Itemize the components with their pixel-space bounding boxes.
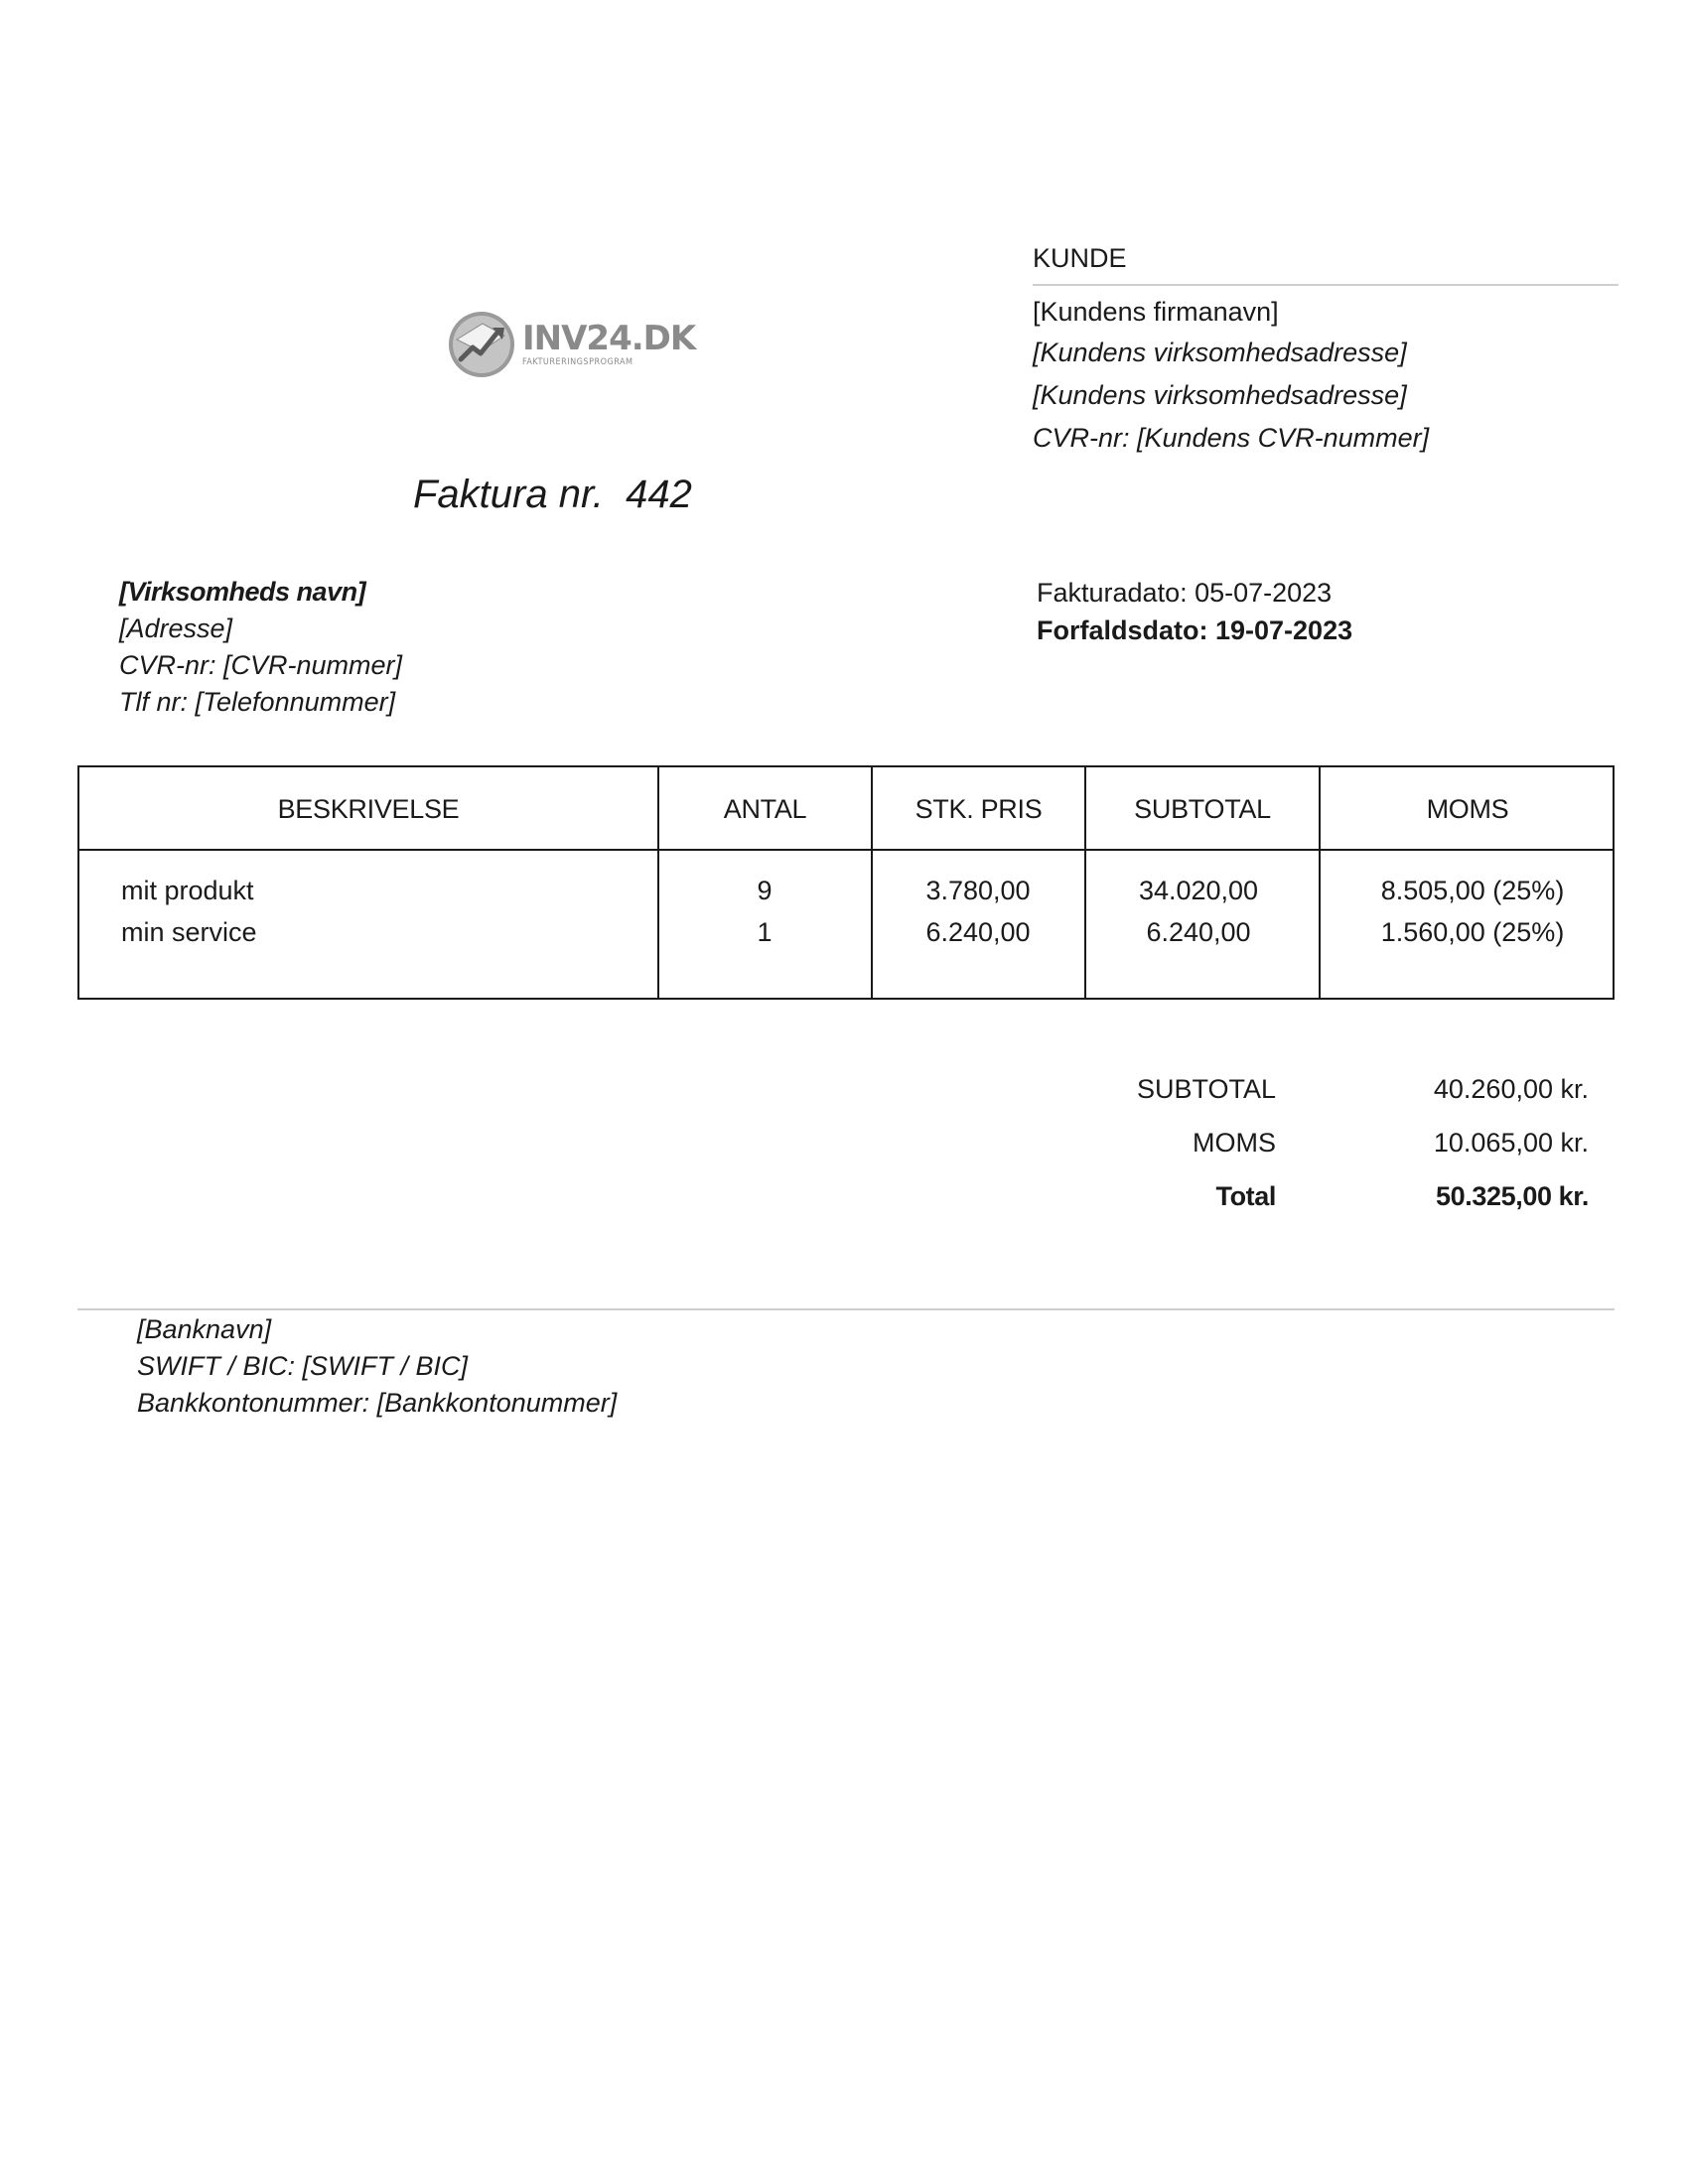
row-vat: 1.560,00 (25%) (1380, 917, 1565, 947)
header-subtotal: SUBTOTAL (1134, 794, 1271, 824)
header-quantity: ANTAL (723, 794, 807, 824)
bank-swift: SWIFT / BIC: [SWIFT / BIC] (137, 1351, 468, 1381)
total-label: Total (1215, 1181, 1276, 1211)
row-unit-price: 3.780,00 (925, 876, 1031, 905)
sender-company-name: [Virksomheds navn] (119, 577, 366, 607)
due-date: Forfaldsdato: 19-07-2023 (1037, 615, 1353, 645)
header-description: BESKRIVELSE (277, 794, 460, 824)
row-quantity: 9 (757, 876, 773, 905)
line-items-table (77, 765, 1615, 1000)
vat-row (1053, 1116, 1589, 1169)
customer-block (1033, 238, 1618, 460)
sender-address: [Adresse] (119, 614, 233, 643)
row-description: mit produkt (121, 876, 254, 905)
bank-details (137, 1311, 617, 1422)
table-header (79, 767, 1613, 851)
row-description: min service (121, 917, 257, 947)
row-subtotal: 6.240,00 (1146, 917, 1251, 947)
totals-block (1053, 1062, 1589, 1223)
row-quantity: 1 (757, 917, 773, 947)
row-vat: 8.505,00 (25%) (1380, 876, 1565, 905)
footer-divider (77, 1308, 1615, 1310)
grand-total-row (1053, 1169, 1589, 1223)
bank-name: [Banknavn] (137, 1314, 272, 1344)
customer-company-name: [Kundens firmanavn] (1033, 297, 1279, 327)
customer-cvr: CVR-nr: [Kundens CVR-nummer] (1033, 423, 1430, 453)
sender-phone: Tlf nr: [Telefonnummer] (119, 687, 396, 717)
subtotal-label: SUBTOTAL (1136, 1074, 1276, 1104)
subtotal-value: 40.260,00 kr. (1433, 1074, 1589, 1104)
subtotal-row (1053, 1062, 1589, 1116)
row-unit-price: 6.240,00 (925, 917, 1031, 947)
invoice-date: Fakturadato: 05-07-2023 (1037, 578, 1333, 608)
sender-cvr: CVR-nr: [CVR-nummer] (119, 650, 403, 680)
header-vat: MOMS (1426, 794, 1509, 824)
row-subtotal: 34.020,00 (1138, 876, 1259, 905)
vat-value: 10.065,00 kr. (1433, 1128, 1589, 1158)
company-logo (447, 308, 696, 381)
vat-label: MOMS (1193, 1128, 1276, 1158)
logo-chart-icon (447, 310, 516, 379)
total-value: 50.325,00 kr. (1436, 1181, 1589, 1211)
logo-tagline: FAKTURERINGSPROGRAM (522, 357, 633, 367)
customer-address-1: [Kundens virksomhedsadresse] (1033, 338, 1407, 367)
customer-heading: KUNDE (1033, 238, 1618, 286)
table-row (79, 911, 1613, 953)
dates-block (1037, 574, 1352, 649)
customer-address-2: [Kundens virksomhedsadresse] (1033, 380, 1407, 410)
sender-block (119, 574, 402, 721)
bank-account: Bankkontonummer: [Bankkontonummer] (137, 1388, 618, 1418)
logo-name: INV24.DK (522, 319, 696, 358)
invoice-title: Faktura nr. 442 (413, 473, 692, 516)
header-unit-price: STK. PRIS (914, 794, 1043, 824)
table-row (79, 870, 1613, 911)
